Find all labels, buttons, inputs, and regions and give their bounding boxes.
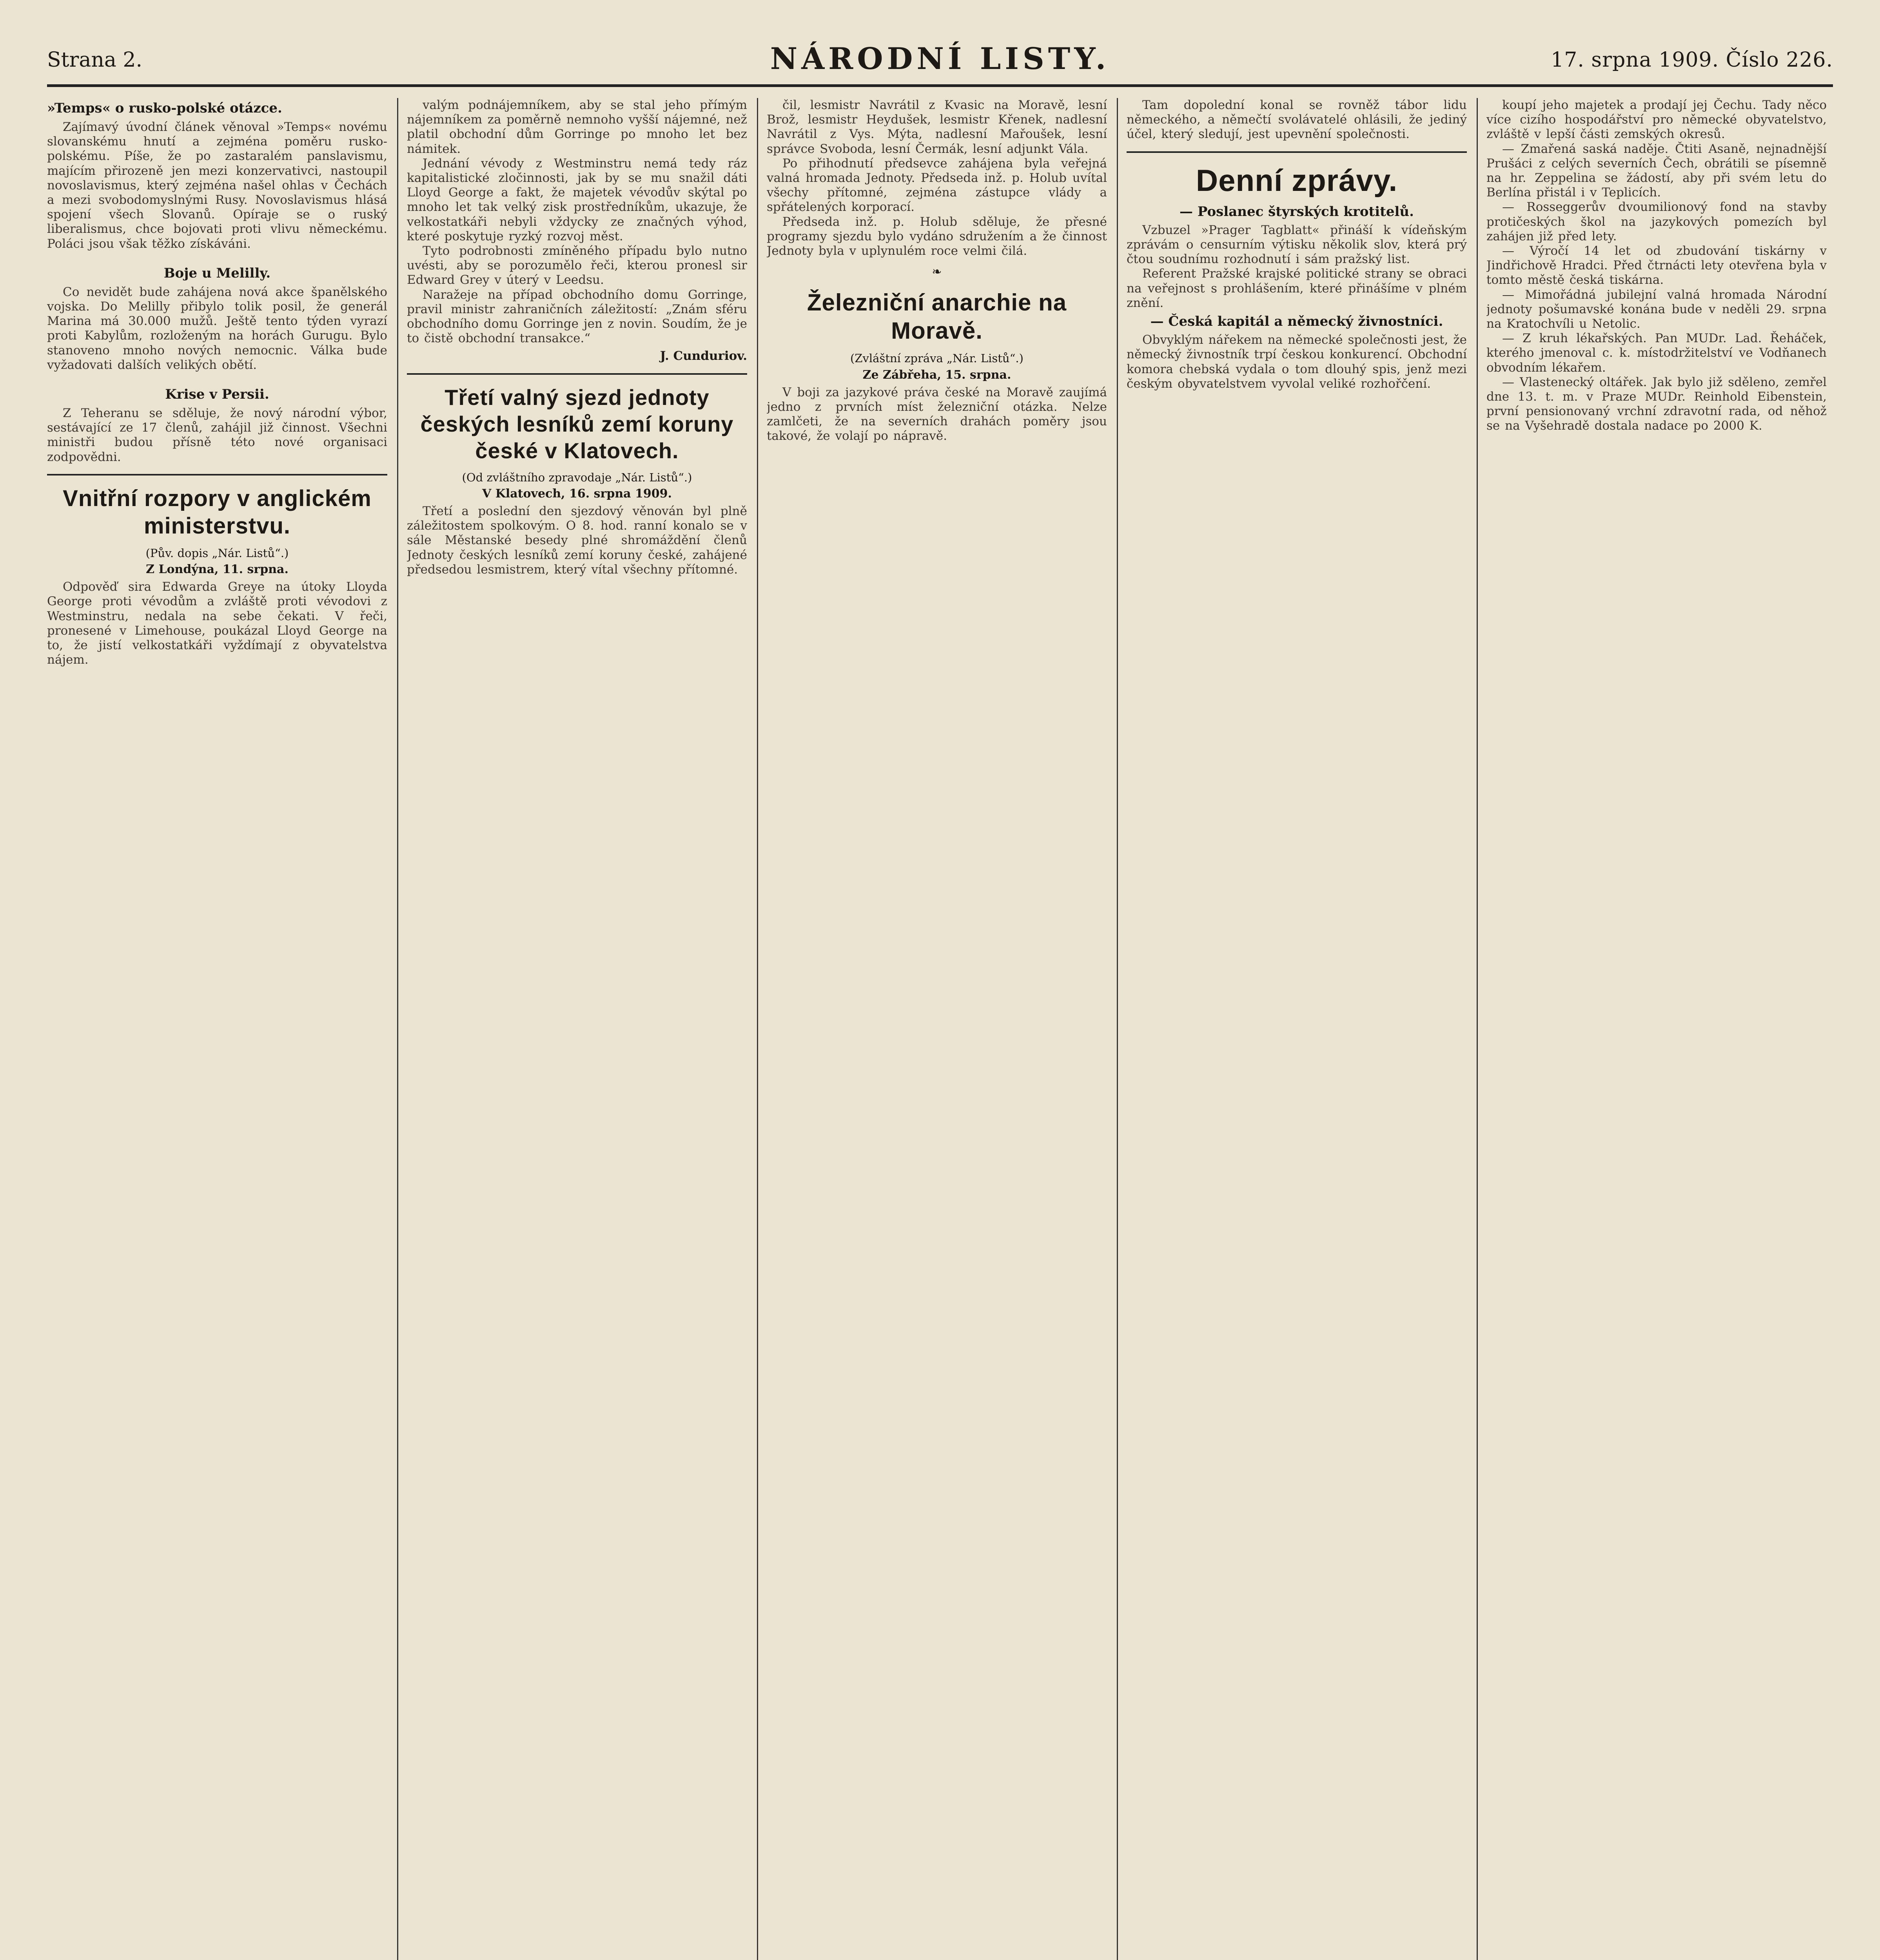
article-place: V Klatovech, 16. srpna 1909.	[482, 486, 672, 501]
article-paragraph: Z Teheranu se sděluje, že nový národní výbor, sestávající ze 17 členů, zahájil již činnost. Všechni ministři budou přísně této nové organisaci zodpovědni.	[47, 406, 387, 464]
column-5	[1486, 98, 1827, 1960]
page-number: Strana 2.	[47, 48, 143, 72]
issue-date: 17. srpna 1909. Číslo 226.	[1551, 48, 1833, 72]
article-paragraph: Obvyklým nářekem na německé společnosti jest, že německý živnostník trpí českou konkurencí. Obchodní komora chebská vydala o tom dlouhý spis, jenž mezi českým obyvatelstvem vyvolal veliké rozhořčení.	[1127, 333, 1467, 391]
article-dateline: (Od zvláštního zpravodaje „Nár. Listů“.)	[462, 470, 692, 484]
article-paragraph: — Vlastenecký oltářek. Jak bylo již sděleno, zemřel dne 13. t. m. v Praze MUDr. Reinhold Eibenstein, první pensionovaný vrchní zdravotní rada, od něhož se na Vyšehradě dostala nadace po 2000 K.	[1486, 375, 1827, 433]
article-title: Krise v Persii.	[165, 387, 269, 403]
column-divider	[1117, 98, 1118, 1960]
article-paragraph: — Mimořádná jubilejní valná hromada Národní jednoty pošumavské konána bude v neděli 29. srpna na Kratochvíli u Netolic.	[1486, 287, 1827, 331]
news-item-title: — Česká kapitál a německý živnostníci.	[1150, 314, 1443, 330]
article-paragraph: V boji za jazykové práva české na Moravě zaujímá jedno z prvních míst železniční otázka. Nelze zamlčeti, že na severních drahách poměry jsou takové, že volají po nápravě.	[767, 385, 1107, 443]
article-paragraph: čil, lesmistr Navrátil z Kvasic na Moravě, lesní Brož, lesmistr Heydušek, lesmistr Křenek, nadlesní Navrátil z Vys. Mýta, nadlesní Mařoušek, lesní správce Svoboda, lesní Čermák, lesní adjunkt Vála.	[767, 98, 1107, 156]
ornament-separator: ❧	[932, 265, 942, 279]
article-paragraph: — Z kruh lékařských. Pan MUDr. Lad. Řeháček, kterého jmenoval c. k. místodržitelství ve Vodňanech obvodním lékařem.	[1486, 331, 1827, 375]
article-paragraph: Vzbuzel »Prager Tagblatt« přináší k vídeňským zprávám o censurním výtisku několik slov, která prý čtou soudnímu rozhodnutí i sám pražský list.	[1127, 223, 1467, 267]
column-2	[407, 98, 747, 1960]
article-signature: J. Cunduriov.	[660, 349, 747, 363]
article-paragraph: koupí jeho majetek a prodají jej Čechu. Tady něco více cizího hospodářství pro německé obyvatelstvo, zvláště v lepší části zemských okresů.	[1486, 98, 1827, 142]
article-paragraph: Jednání vévody z Westminstru nemá tedy ráz kapitalistické zločinnosti, jak by se mu snažil dáti Lloyd George a fakt, že majetek vévodův skýtal po mnoho let tak velký zisk prostředníkům, ukazuje, že velkostatkáři nebyli vždycky ze značných výhod, které poskytuje ryzký rozvoj měst.	[407, 156, 747, 243]
column-4	[1127, 98, 1467, 1960]
article-paragraph: Referent Pražské krajské politické strany se obraci na veřejnost s prohlášením, které přinášíme v plném znění.	[1127, 267, 1467, 310]
article-paragraph: Po přihodnutí předsevce zahájena byla veřejná valná hromada Jednoty. Předseda inž. p. Holub uvítal všechy přítomné, zejména zástupce vlády a spřátelených korporací.	[767, 156, 1107, 214]
article-dateline: (Pův. dopis „Nár. Listů“.)	[145, 546, 289, 560]
article-paragraph: Tam dopolední konal se rovněž tábor lidu německého, a němečtí svolávatelé ohlásili, že jediný účel, který sledují, jest upevnění společnosti.	[1127, 98, 1467, 142]
article-paragraph: — Zmařená saská naděje. Čtiti Asaně, nejnadnější Prušáci z celých severních Čech, obrátili se písemně na hr. Zeppelina se žádostí, aby při svém letu do Berlína přistál i v Teplicích.	[1486, 142, 1827, 200]
article-paragraph: Zajímavý úvodní článek věnoval »Temps« novému slovanskému hnutí a zejména poměru rusko-polskému. Píše, že po zastaralém panslavismu, majícím přirozeně jen mezi konzervativci, nastoupil novoslavismus, který zejména našel ohlas v Čechách a mezi svobodomyslnými Rusy. Novoslavismus hlásá spojení všech Slovanů. Opíraje se o ruský liberalismus, chce bojovati proti vlivu německému. Poláci jsou však těžko získáváni.	[47, 120, 387, 251]
column-divider	[1477, 98, 1478, 1960]
header-rule	[47, 84, 1833, 87]
article-paragraph: Předseda inž. p. Holub sděluje, že přesné programy sjezdu bylo vydáno sdružením a že činnost Jednoty byla v uplynulém roce velmi čilá.	[767, 214, 1107, 258]
section-headline: Denní zprávy.	[1196, 163, 1398, 198]
masthead	[47, 37, 1833, 80]
article-paragraph: — Výročí 14 let od zbudování tiskárny v Jindřichově Hradci. Před čtrnácti lety otevřena byla v tomto městě česká tiskárna.	[1486, 244, 1827, 287]
article-place: Ze Zábřeha, 15. srpna.	[862, 368, 1011, 382]
article-headline: Vnitřní rozpory v anglickém ministerstvu.	[63, 485, 372, 539]
article-paragraph: Naražeje na případ obchodního domu Gorringe, pravil ministr zahraničních záležitostí: „Znám sféru obchodního domu Gorringe jen z novin. Soudím, že je to čistě obchodní transakce.“	[407, 287, 747, 346]
article-paragraph: valým podnájemníkem, aby se stal jeho přímým nájemníkem za poměrně nemnoho vyšší nájemné, než platil obchodní dům Gorringe po mnoho let bez námitek.	[407, 98, 747, 156]
article-title: »Temps« o rusko-polské otázce.	[47, 100, 282, 116]
column-1	[47, 98, 387, 1960]
divider	[47, 474, 387, 475]
divider	[1127, 151, 1467, 153]
article-dateline: (Zvláštní zpráva „Nár. Listů“.)	[850, 352, 1023, 365]
article-paragraph: Tyto podrobnosti zmíněného případu bylo nutno uvésti, aby se porozumělo řeči, kterou pronesl sir Edward Grey v úterý v Leedsu.	[407, 244, 747, 287]
column-divider	[397, 98, 398, 1960]
article-headline: Třetí valný sjezd jednoty českých lesníků zemí koruny české v Klatovech.	[420, 385, 734, 463]
newspaper-title: NÁRODNÍ LISTY.	[770, 41, 1110, 76]
article-title: Boje u Melilly.	[163, 265, 271, 281]
article-paragraph: — Rosseggerův dvoumilionový fond na stavby protičeských škol na jazykových pomezích byl zahájen již před lety.	[1486, 200, 1827, 243]
article-paragraph: Co nevidět bude zahájena nová akce španělského vojska. Do Melilly přibylo tolik posil, že generál Marina má 30.000 mužů. Ještě tento týden vyrazí proti Kabylům, rozloženým na horách Gurugu. Bylo stanoveno mnoho nových nemocnic. Válka bude vyžadovati dalších velikých obětí.	[47, 285, 387, 372]
column-3	[767, 98, 1107, 1960]
article-headline: Železniční anarchie na Moravě.	[807, 289, 1067, 344]
columns	[47, 98, 1833, 1960]
article-paragraph: Třetí a poslední den sjezdový věnován byl plně záležitostem spolkovým. O 8. hod. ranní konalo se v sále Městanské besedy plné shromáždění členů Jednoty českých lesníků zemí koruny české, zahájené předsedou lesmistrem, který vítal všechny přítomné.	[407, 504, 747, 577]
divider	[407, 373, 747, 375]
column-divider	[757, 98, 758, 1960]
article-paragraph: Odpověď sira Edwarda Greye na útoky Lloyda George proti vévodům a zvláště proti vévodovi z Westminstru, nedala na sebe čekati. V řeči, pronesené v Limehouse, poukázal Lloyd George na to, že jistí velkostatkáři vyždímají z obyvatelstva nájem.	[47, 580, 387, 667]
article-place: Z Londýna, 11. srpna.	[146, 563, 289, 577]
news-item-title: — Poslanec štyrských krotitelů.	[1180, 203, 1414, 220]
